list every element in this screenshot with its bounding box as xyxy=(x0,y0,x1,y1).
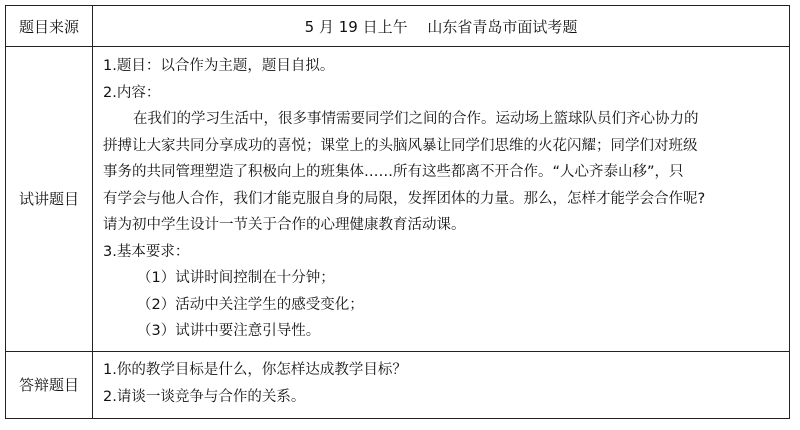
source-row xyxy=(6,6,790,47)
content-line-1: 在我们的学习生活中，很多事情需要同学们之间的合作。运动场上篮球队员们齐心协力的 xyxy=(133,111,699,127)
content-line-5: 请为初中学生设计一节关于合作的心理健康教育活动课。 xyxy=(103,217,466,233)
source-value: 5 月 19 日上午 山东省青岛市面试考题 xyxy=(93,6,790,47)
requirement-3: （3）试讲中要注意引导性。 xyxy=(137,323,321,339)
defense-content xyxy=(93,351,790,418)
defense-question-1: 1.你的教学目标是什么，你怎样达成教学目标？ xyxy=(103,361,407,378)
requirement-2: （2）活动中关注学生的感受变化； xyxy=(137,296,364,313)
lecture-row xyxy=(6,47,790,352)
exam-table xyxy=(5,5,790,419)
defense-question-2: 2.请谈一谈竞争与合作的关系。 xyxy=(103,388,306,405)
defense-label: 答辩题目 xyxy=(6,351,93,418)
content-line-3: 事务的共同管理塑造了积极向上的班集体……所有这些都离不开合作。“人心齐泰山移”，只 xyxy=(103,164,684,180)
content-line-2: 拼搏让大家共同分享成功的喜悦；课堂上的头脑风暴让同学们思维的火花闪耀；同学们对班级 xyxy=(103,137,698,154)
lecture-item-1: 1.题目：以合作为主题，题目自拟。 xyxy=(103,58,335,74)
lecture-item-2: 2.内容： xyxy=(103,84,161,101)
content-line-4: 有学会与他人合作，我们才能克服自身的局限，发挥团体的力量。那么，怎样才能学会合作呢? xyxy=(103,190,706,207)
lecture-content xyxy=(93,47,790,352)
source-label: 题目来源 xyxy=(6,6,93,47)
requirement-1: （1）试讲时间控制在十分钟； xyxy=(137,270,335,286)
defense-row xyxy=(6,351,790,418)
lecture-item-3: 3.基本要求： xyxy=(103,243,190,260)
lecture-label: 试讲题目 xyxy=(6,47,93,352)
